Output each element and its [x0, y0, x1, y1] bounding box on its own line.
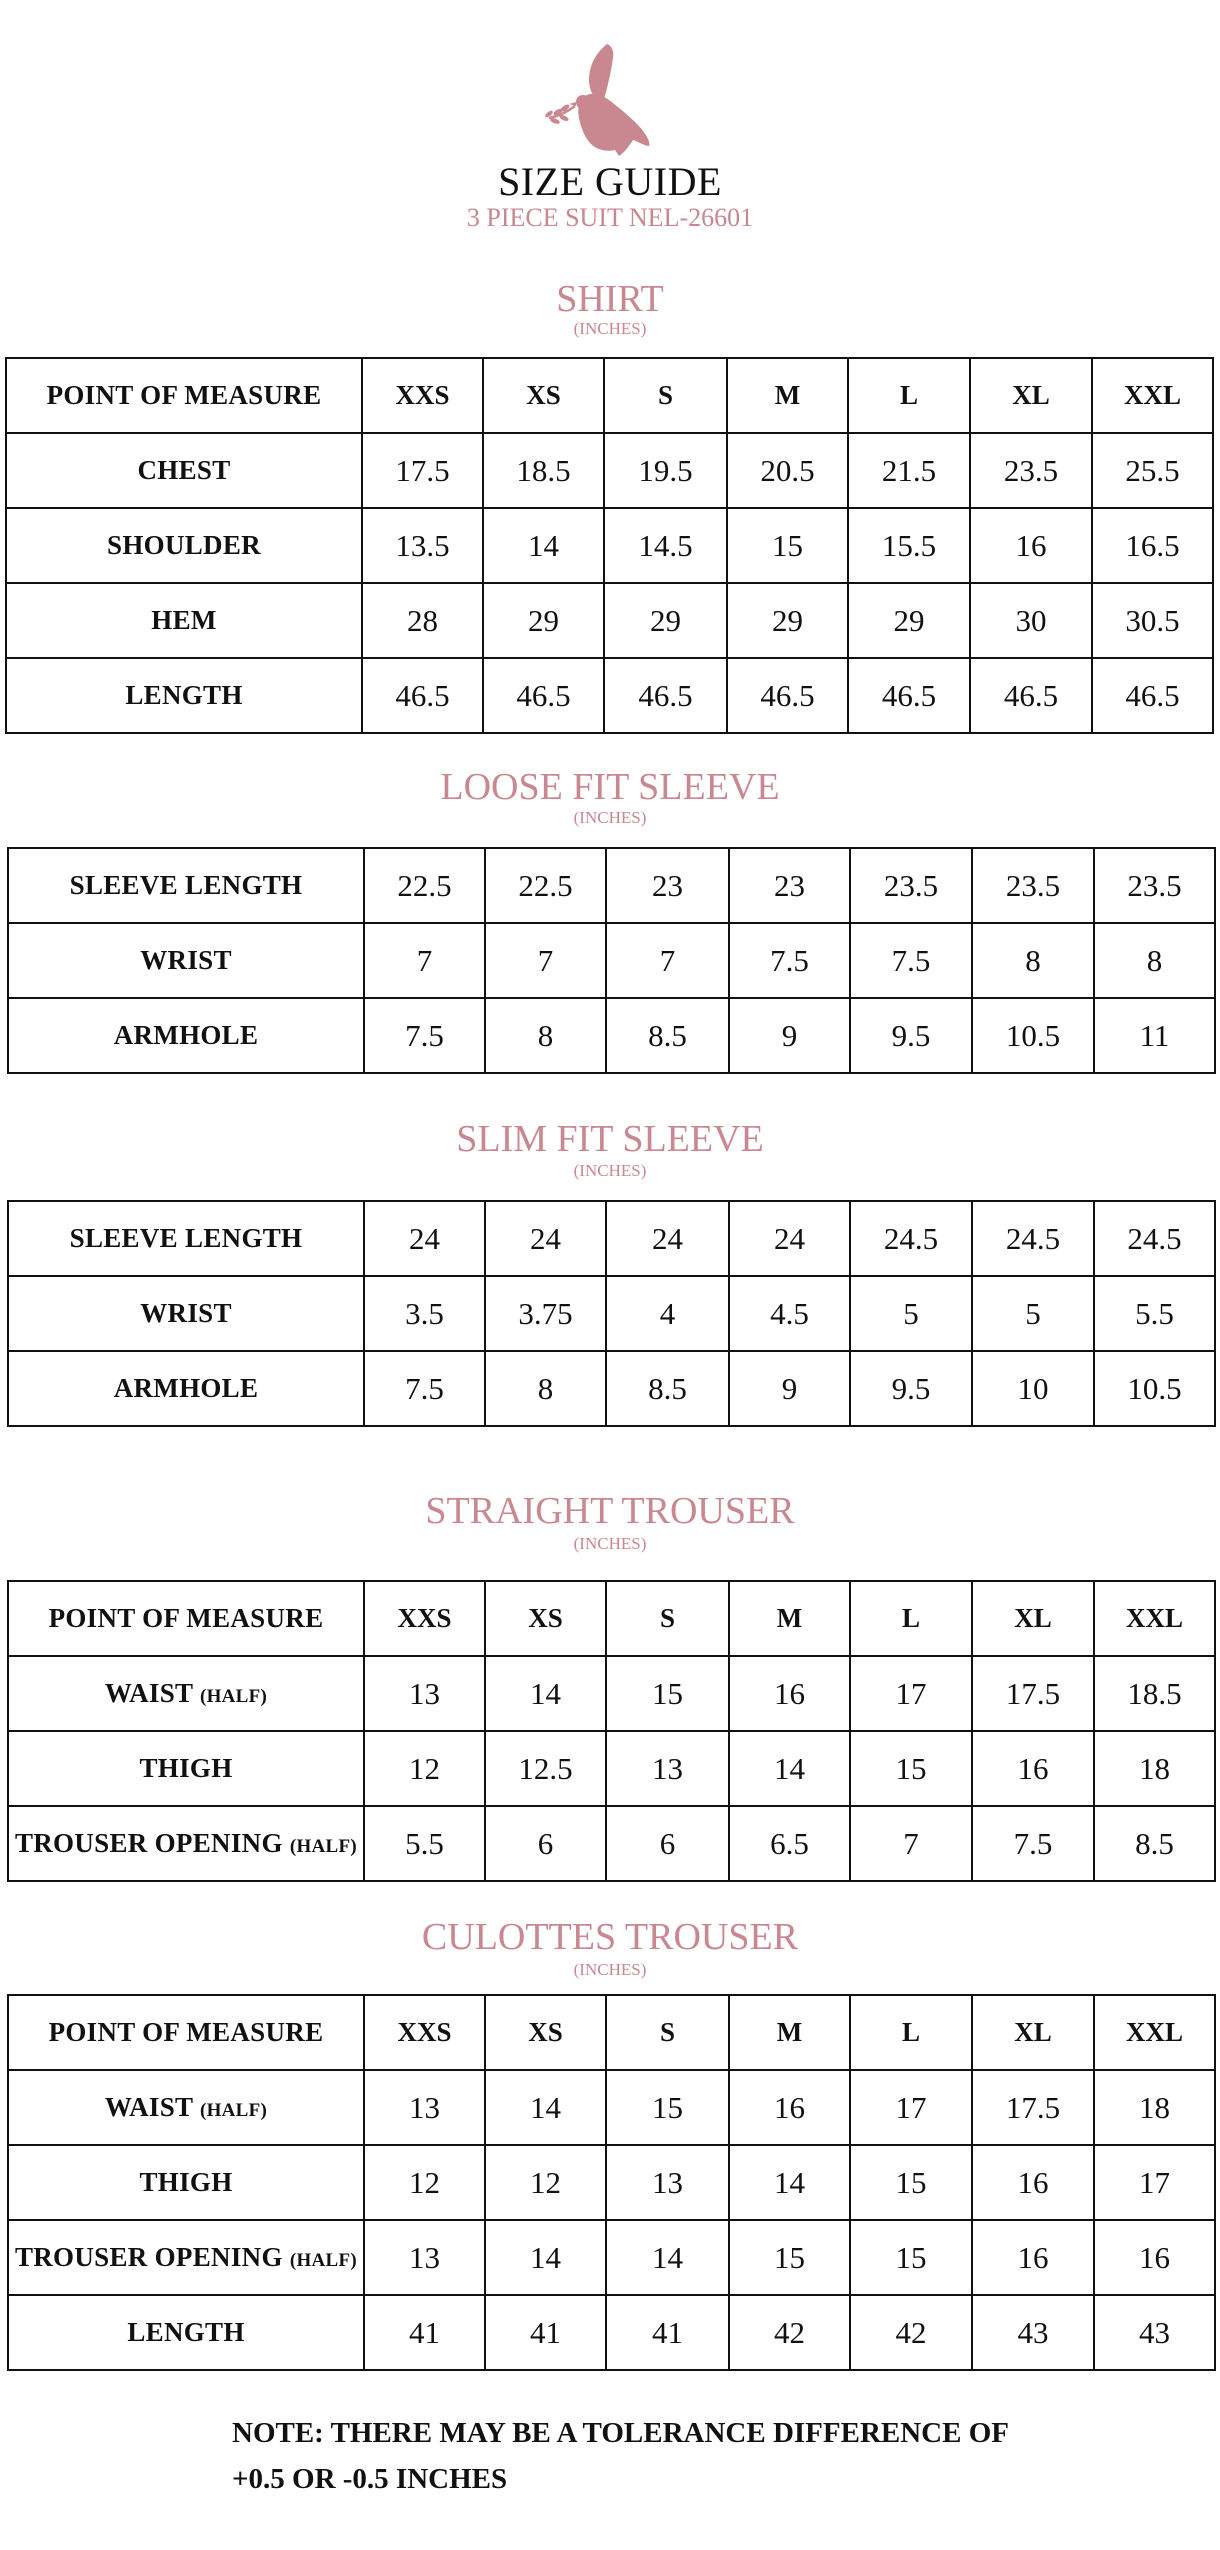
- row-label-text: CHEST: [137, 455, 231, 485]
- header-size: L: [850, 1995, 972, 2070]
- table-cell: 28: [362, 583, 483, 658]
- row-label-text: WAIST: [104, 2092, 193, 2122]
- table-cell: 42: [729, 2295, 850, 2370]
- row-label: [8, 1201, 364, 1276]
- table-cell: 42: [850, 2295, 972, 2370]
- table-cell: 16: [729, 2070, 850, 2145]
- table-cell: 13.5: [362, 508, 483, 583]
- table-cell: 16: [970, 508, 1092, 583]
- table-cell: 14: [729, 1731, 850, 1806]
- header-size: XXS: [362, 358, 483, 433]
- table-cell: 8: [1094, 923, 1215, 998]
- row-label: [6, 433, 362, 508]
- table-cell: 25.5: [1092, 433, 1213, 508]
- row-label-text: ARMHOLE: [113, 1020, 259, 1050]
- header-size: M: [727, 358, 848, 433]
- table-cell: 10: [972, 1351, 1094, 1426]
- table-cell: 5.5: [1094, 1276, 1215, 1351]
- table-cell: 30.5: [1092, 583, 1213, 658]
- table-cell: 4: [606, 1276, 729, 1351]
- tolerance-note: [232, 2410, 1132, 2502]
- table-cell: 18: [1094, 1731, 1215, 1806]
- table-cell: 23: [606, 848, 729, 923]
- table-cell: 14: [729, 2145, 850, 2220]
- table-cell: 24.5: [1094, 1201, 1215, 1276]
- table-row: [6, 433, 1213, 508]
- row-label: [8, 998, 364, 1073]
- table-cell: 10.5: [1094, 1351, 1215, 1426]
- table-cell: 8: [485, 998, 606, 1073]
- row-label: [8, 1731, 364, 1806]
- table-cell: 19.5: [604, 433, 727, 508]
- table-cell: 41: [606, 2295, 729, 2370]
- table-cell: 9.5: [850, 1351, 972, 1426]
- table-cell: 29: [727, 583, 848, 658]
- row-label-text: WRIST: [140, 945, 232, 975]
- table-cell: 43: [972, 2295, 1094, 2370]
- table-cell: 16: [729, 1656, 850, 1731]
- table-cell: 46.5: [848, 658, 970, 733]
- table-cell: 24: [606, 1201, 729, 1276]
- table-cell: 17.5: [362, 433, 483, 508]
- table-cell: 8: [972, 923, 1094, 998]
- table-cell: 8.5: [606, 1351, 729, 1426]
- table-cell: 6.5: [729, 1806, 850, 1881]
- shirt-size-table: [5, 357, 1214, 734]
- table-cell: 17: [850, 1656, 972, 1731]
- row-label-text: WRIST: [140, 1298, 232, 1328]
- header-size: XXS: [364, 1581, 485, 1656]
- table-row: [6, 658, 1213, 733]
- dove-logo-icon: [545, 42, 655, 164]
- row-label-text: LENGTH: [127, 2317, 245, 2347]
- table-cell: 4.5: [729, 1276, 850, 1351]
- table-cell: 7: [364, 923, 485, 998]
- row-label-suffix: (HALF): [289, 2250, 358, 2271]
- table-cell: 20.5: [727, 433, 848, 508]
- row-label-text: ARMHOLE: [113, 1373, 259, 1403]
- table-cell: 6: [485, 1806, 606, 1881]
- table-cell: 12: [364, 1731, 485, 1806]
- header-size: XS: [485, 1995, 606, 2070]
- header-size: XXL: [1094, 1995, 1215, 2070]
- table-cell: 41: [364, 2295, 485, 2370]
- header-size: XXL: [1092, 358, 1213, 433]
- table-row: [6, 583, 1213, 658]
- straight-trouser-size-table: [7, 1580, 1216, 1882]
- table-row: [8, 2070, 1215, 2145]
- table-cell: 7.5: [364, 998, 485, 1073]
- table-cell: 14: [606, 2220, 729, 2295]
- row-label: [8, 2070, 364, 2145]
- table-cell: 12.5: [485, 1731, 606, 1806]
- table-row: [8, 1656, 1215, 1731]
- table-cell: 13: [606, 2145, 729, 2220]
- row-label-text: SLEEVE LENGTH: [69, 870, 303, 900]
- header-point-of-measure: POINT OF MEASURE: [8, 1995, 364, 2070]
- table-cell: 15: [606, 2070, 729, 2145]
- table-row: [8, 1806, 1215, 1881]
- row-label-suffix: (HALF): [199, 2100, 268, 2121]
- row-label-text: THIGH: [139, 2167, 233, 2197]
- table-cell: 29: [848, 583, 970, 658]
- row-label: [8, 2295, 364, 2370]
- header-size: S: [606, 1995, 729, 2070]
- row-label-text: THIGH: [139, 1753, 233, 1783]
- row-label-text: HEM: [151, 605, 217, 635]
- header-size: L: [848, 358, 970, 433]
- header-size: XL: [970, 358, 1092, 433]
- table-cell: 5: [850, 1276, 972, 1351]
- table-cell: 9: [729, 1351, 850, 1426]
- table-cell: 15: [850, 2145, 972, 2220]
- row-label: [6, 658, 362, 733]
- table-cell: 16: [1094, 2220, 1215, 2295]
- row-label: [8, 848, 364, 923]
- table-cell: 43: [1094, 2295, 1215, 2370]
- table-cell: 13: [606, 1731, 729, 1806]
- table-cell: 46.5: [362, 658, 483, 733]
- table-cell: 22.5: [364, 848, 485, 923]
- row-label: [8, 1351, 364, 1426]
- header-point-of-measure: POINT OF MEASURE: [8, 1581, 364, 1656]
- table-cell: 7.5: [972, 1806, 1094, 1881]
- table-cell: 16: [972, 1731, 1094, 1806]
- table-row: [8, 1731, 1215, 1806]
- table-cell: 9: [729, 998, 850, 1073]
- slim-sleeve-section-unit: (INCHES): [573, 1161, 647, 1180]
- row-label-text: SHOULDER: [107, 530, 261, 560]
- table-cell: 41: [485, 2295, 606, 2370]
- row-label: [8, 2220, 364, 2295]
- table-cell: 9.5: [850, 998, 972, 1073]
- table-cell: 14: [483, 508, 604, 583]
- row-label-text: TROUSER OPENING: [14, 2242, 283, 2272]
- header-point-of-measure: POINT OF MEASURE: [6, 358, 362, 433]
- row-label: [8, 1806, 364, 1881]
- table-cell: 7: [606, 923, 729, 998]
- table-cell: 7: [850, 1806, 972, 1881]
- table-row: [8, 2295, 1215, 2370]
- header-size: L: [850, 1581, 972, 1656]
- row-label: [8, 1276, 364, 1351]
- loose-sleeve-size-table: [7, 847, 1216, 1074]
- row-label: [6, 508, 362, 583]
- header-size: M: [729, 1995, 850, 2070]
- header-size: M: [729, 1581, 850, 1656]
- table-row: [8, 923, 1215, 998]
- culottes-trouser-size-table: [7, 1994, 1216, 2371]
- table-cell: 18.5: [483, 433, 604, 508]
- header-size: XS: [483, 358, 604, 433]
- table-cell: 8.5: [606, 998, 729, 1073]
- table-row: [6, 508, 1213, 583]
- table-cell: 21.5: [848, 433, 970, 508]
- table-cell: 16: [972, 2220, 1094, 2295]
- table-cell: 15: [606, 1656, 729, 1731]
- table-cell: 13: [364, 1656, 485, 1731]
- header-size: XL: [972, 1581, 1094, 1656]
- table-cell: 16.5: [1092, 508, 1213, 583]
- table-cell: 6: [606, 1806, 729, 1881]
- table-cell: 23.5: [1094, 848, 1215, 923]
- table-cell: 23.5: [850, 848, 972, 923]
- culottes-trouser-section-unit: (INCHES): [573, 1960, 647, 1979]
- loose-sleeve-section-title: LOOSE FIT SLEEVE: [440, 766, 780, 808]
- table-cell: 18.5: [1094, 1656, 1215, 1731]
- table-cell: 46.5: [483, 658, 604, 733]
- table-cell: 3.75: [485, 1276, 606, 1351]
- table-header-row: [8, 1581, 1215, 1656]
- table-cell: 24: [729, 1201, 850, 1276]
- header-size: XXS: [364, 1995, 485, 2070]
- table-cell: 23: [729, 848, 850, 923]
- shirt-section-title: SHIRT: [556, 278, 664, 320]
- row-label: [8, 1656, 364, 1731]
- table-header-row: [6, 358, 1213, 433]
- table-cell: 14.5: [604, 508, 727, 583]
- row-label: [8, 923, 364, 998]
- table-cell: 17: [1094, 2145, 1215, 2220]
- table-cell: 15: [850, 2220, 972, 2295]
- straight-trouser-section-title: STRAIGHT TROUSER: [425, 1490, 795, 1532]
- table-cell: 7.5: [364, 1351, 485, 1426]
- table-cell: 24.5: [850, 1201, 972, 1276]
- table-cell: 5.5: [364, 1806, 485, 1881]
- header-size: XXL: [1094, 1581, 1215, 1656]
- table-cell: 46.5: [1092, 658, 1213, 733]
- tolerance-note-line-1: NOTE: THERE MAY BE A TOLERANCE DIFFERENCE OF: [232, 2417, 1009, 2449]
- table-cell: 24: [364, 1201, 485, 1276]
- table-cell: 17.5: [972, 2070, 1094, 2145]
- table-cell: 17.5: [972, 1656, 1094, 1731]
- table-header-row: [8, 1995, 1215, 2070]
- product-subtitle: 3 PIECE SUIT NEL-26601: [466, 203, 754, 232]
- row-label-text: LENGTH: [125, 680, 243, 710]
- table-cell: 24: [485, 1201, 606, 1276]
- table-row: [8, 848, 1215, 923]
- row-label-text: TROUSER OPENING: [14, 1828, 283, 1858]
- row-label: [8, 2145, 364, 2220]
- table-row: [8, 1201, 1215, 1276]
- straight-trouser-section-unit: (INCHES): [573, 1534, 647, 1553]
- table-cell: 30: [970, 583, 1092, 658]
- slim-sleeve-section-title: SLIM FIT SLEEVE: [456, 1118, 764, 1160]
- slim-sleeve-size-table: [7, 1200, 1216, 1427]
- table-cell: 17: [850, 2070, 972, 2145]
- table-row: [8, 998, 1215, 1073]
- table-cell: 46.5: [970, 658, 1092, 733]
- table-row: [8, 1351, 1215, 1426]
- table-cell: 10.5: [972, 998, 1094, 1073]
- shirt-section-unit: (INCHES): [573, 319, 647, 338]
- table-cell: 14: [485, 2070, 606, 2145]
- row-label-text: SLEEVE LENGTH: [69, 1223, 303, 1253]
- table-cell: 8: [485, 1351, 606, 1426]
- table-cell: 15: [729, 2220, 850, 2295]
- table-cell: 23.5: [972, 848, 1094, 923]
- table-cell: 7.5: [850, 923, 972, 998]
- header-size: S: [604, 358, 727, 433]
- table-cell: 15: [727, 508, 848, 583]
- table-cell: 12: [364, 2145, 485, 2220]
- tolerance-note-line-2: +0.5 OR -0.5 INCHES: [232, 2463, 508, 2495]
- table-row: [8, 1276, 1215, 1351]
- row-label-suffix: (HALF): [289, 1836, 358, 1857]
- row-label: [6, 583, 362, 658]
- table-cell: 14: [485, 2220, 606, 2295]
- table-cell: 18: [1094, 2070, 1215, 2145]
- table-cell: 8.5: [1094, 1806, 1215, 1881]
- table-cell: 14: [485, 1656, 606, 1731]
- table-cell: 11: [1094, 998, 1215, 1073]
- table-cell: 15: [850, 1731, 972, 1806]
- page-title: SIZE GUIDE: [498, 159, 722, 204]
- header-size: XL: [972, 1995, 1094, 2070]
- culottes-trouser-section-title: CULOTTES TROUSER: [421, 1916, 799, 1958]
- table-cell: 15.5: [848, 508, 970, 583]
- table-cell: 16: [972, 2145, 1094, 2220]
- table-cell: 29: [604, 583, 727, 658]
- table-cell: 23.5: [970, 433, 1092, 508]
- table-cell: 24.5: [972, 1201, 1094, 1276]
- row-label-suffix: (HALF): [199, 1686, 268, 1707]
- table-cell: 12: [485, 2145, 606, 2220]
- table-cell: 7: [485, 923, 606, 998]
- loose-sleeve-section-unit: (INCHES): [573, 808, 647, 827]
- table-row: [8, 2145, 1215, 2220]
- header-size: S: [606, 1581, 729, 1656]
- header-size: XS: [485, 1581, 606, 1656]
- table-cell: 13: [364, 2220, 485, 2295]
- row-label-text: WAIST: [104, 1678, 193, 1708]
- table-row: [8, 2220, 1215, 2295]
- table-cell: 3.5: [364, 1276, 485, 1351]
- table-cell: 46.5: [604, 658, 727, 733]
- table-cell: 22.5: [485, 848, 606, 923]
- table-cell: 46.5: [727, 658, 848, 733]
- table-cell: 7.5: [729, 923, 850, 998]
- table-cell: 29: [483, 583, 604, 658]
- table-cell: 5: [972, 1276, 1094, 1351]
- table-cell: 13: [364, 2070, 485, 2145]
